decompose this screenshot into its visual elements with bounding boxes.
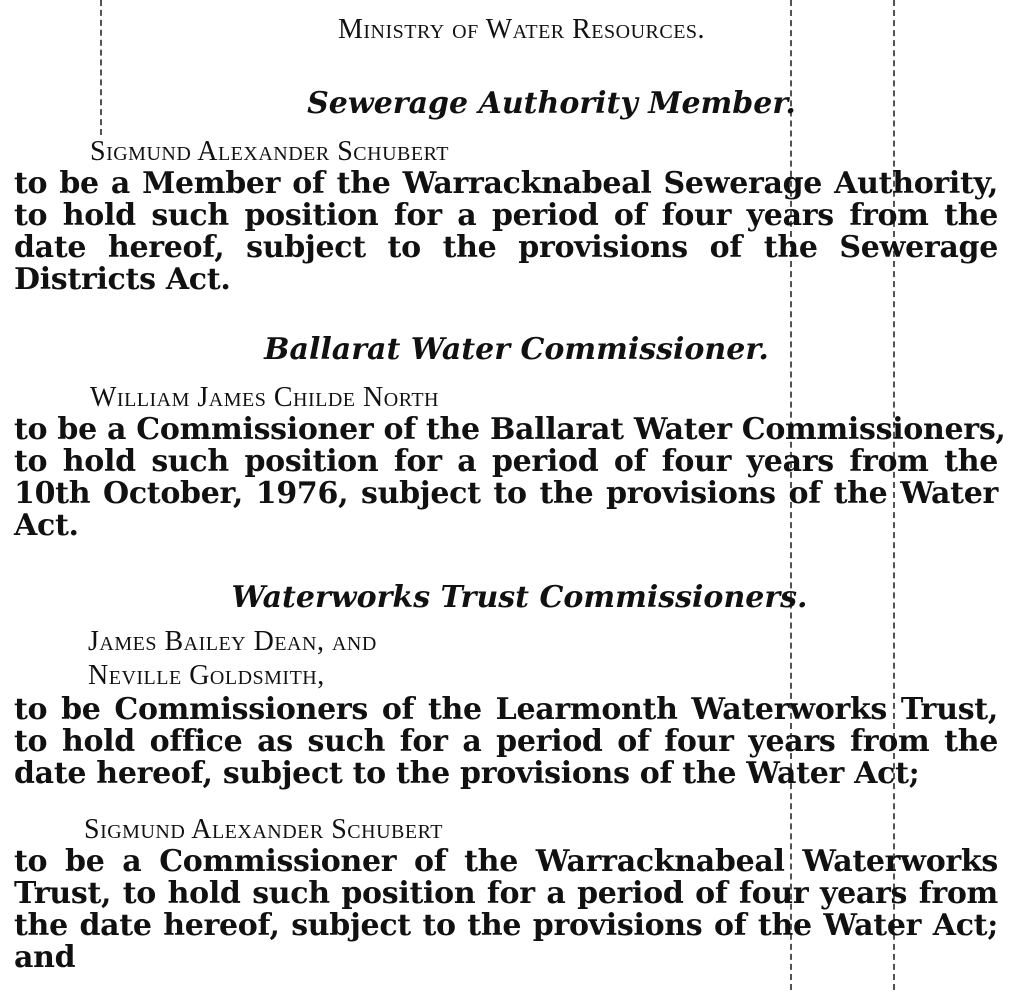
paragraph-line: to be Commissioners of the Learmonth Waterworks Trust, <box>14 692 998 727</box>
appointment-paragraph <box>14 694 998 790</box>
paragraph-line: to hold such position for a period of four years from the <box>14 444 998 479</box>
appointment-paragraph <box>14 846 998 974</box>
paragraph-line: Districts Act. <box>14 262 231 297</box>
paragraph-line: 10th October, 1976, subject to the provisions of the Water <box>14 476 998 511</box>
appointment-paragraph <box>14 412 1006 543</box>
paragraph-line: date hereof, subject to the provisions of the Sewerage <box>14 230 998 265</box>
appointee-name: Neville Goldsmith, <box>88 660 325 691</box>
paragraph-line: date hereof, subject to the provisions of the Water Act; <box>14 756 920 791</box>
paragraph-line: Trust, to hold such position for a period of four years from <box>14 876 998 911</box>
appointee-name: William James Childe North <box>90 382 439 413</box>
paragraph-line: to be a Commissioner of the Warracknabeal Waterworks <box>14 844 998 879</box>
ministry-heading: Ministry of Water Resources. <box>337 14 706 45</box>
paragraph-line: Act. <box>14 508 79 543</box>
paragraph-line: to be a Commissioner of the Ballarat Water Commissioners, <box>14 412 1006 447</box>
section-title-waterworks: Waterworks Trust Commissioners. <box>231 580 808 615</box>
section-title-sewerage: Sewerage Authority Member. <box>307 86 796 121</box>
paragraph-line: to hold such position for a period of four years from the <box>14 198 998 233</box>
paragraph-line: the date hereof, subject to the provisions of the Water Act; <box>14 908 998 943</box>
appointment-paragraph <box>14 168 998 296</box>
paragraph-line: to be a Member of the Warracknabeal Sewerage Authority, <box>14 166 998 201</box>
paragraph-line: and <box>14 940 76 975</box>
paragraph-line: to hold office as such for a period of four years from the <box>14 724 998 759</box>
appointee-name: James Bailey Dean, and <box>88 626 377 657</box>
section-title-ballarat: Ballarat Water Commissioner. <box>264 332 769 367</box>
appointee-name: Sigmund Alexander Schubert <box>84 814 443 845</box>
appointee-name: Sigmund Alexander Schubert <box>90 136 449 167</box>
